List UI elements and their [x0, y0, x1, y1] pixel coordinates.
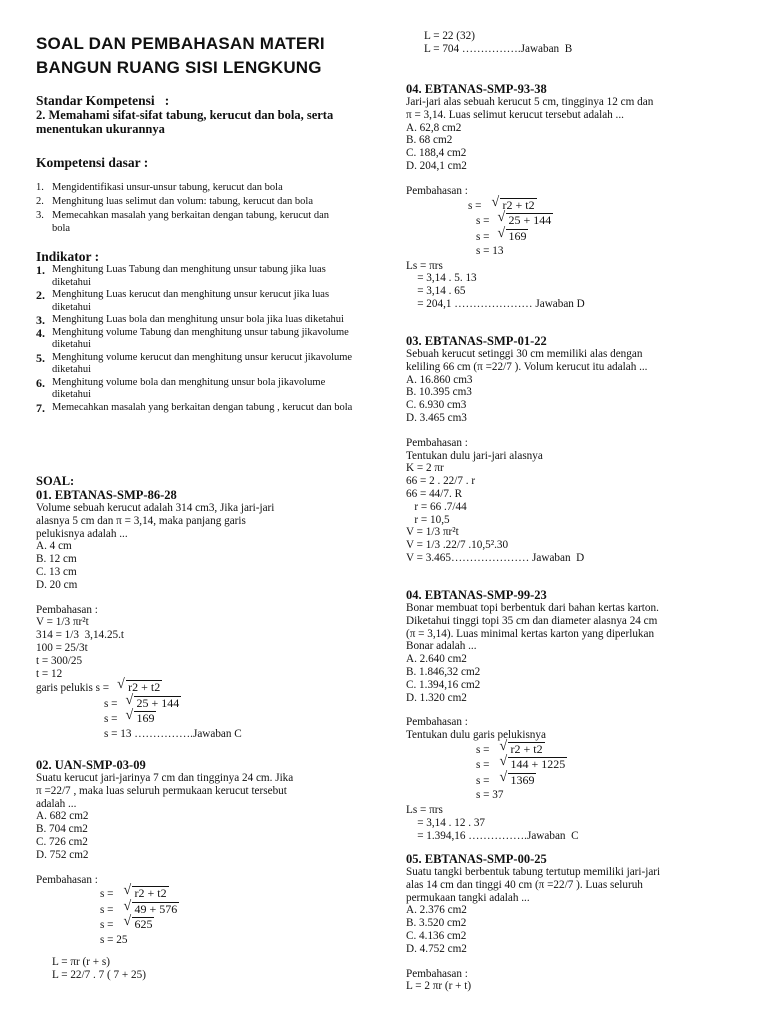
answer-line: s = 13 …………….Jawaban C: [104, 727, 242, 740]
question-04-b: [406, 588, 659, 842]
kd-heading: Kompetensi dasar :: [36, 155, 149, 170]
solution-step: = 3,14 . 5. 13: [406, 272, 477, 285]
question-text-line: Suatu kerucut jari-jarinya 7 cm dan tingginya 24 cm. Jika: [36, 772, 294, 784]
ind-item: 6. Menghitung volume bola dan menghitung unsur bola jikavolume diketahui: [36, 375, 326, 400]
radicand: 144 + 1225: [510, 757, 566, 772]
kd-item: 1. Mengidentifikasi unsur-unsur tabung, kerucut dan bola: [36, 182, 283, 193]
radicand: 25 + 144: [508, 213, 552, 228]
pembahasan-label: Pembahasan :: [36, 873, 98, 886]
option-c: C. 6.930 cm3: [406, 399, 467, 412]
option-b: B. 68 cm2: [406, 134, 453, 147]
option-b: B. 3.520 cm2: [406, 917, 467, 930]
solution-step: V = 1/3 .22/7 .10,5².30: [406, 539, 509, 552]
question-text-line: Volume sebuah kerucut adalah 314 cm3, Jika jari-jari: [36, 502, 275, 514]
doc-title-line-2: BANGUN RUANG SISI LENGKUNG: [36, 58, 322, 77]
sqrt-calc: garis pelukis s = √ r2 + t2 s = √ 25 + 144 s = √ 169 s = 13 …………….Jawaban C: [36, 680, 274, 742]
option-d: D. 1.320 cm2: [406, 691, 467, 704]
solution-step: = 3,14 . 65: [406, 285, 466, 298]
kd-list: [36, 182, 346, 235]
solution-step: L = 22 (32): [424, 30, 475, 42]
question-text-line: π = 3,14. Luas selimut kerucut tersebut adalah ...: [406, 108, 624, 121]
question-heading: 05. EBTANAS-SMP-00-25: [406, 852, 547, 866]
ind-list: [36, 264, 361, 414]
answer-line: L = 704 …………….Jawaban B: [424, 42, 573, 55]
solution-step: Tentukan dulu garis pelukisnya: [406, 729, 546, 742]
ind-heading: Indikator :: [36, 249, 100, 264]
solution-step: Tentukan dulu jari-jari alasnya: [406, 449, 543, 462]
question-text-line: Jari-jari alas sebuah kerucut 5 cm, tingginya 12 cm dan: [406, 96, 654, 108]
question-01: [36, 488, 274, 742]
question-text-line: π =22/7 , maka luas seluruh permukaan kerucut tersebut: [36, 784, 287, 797]
question-text-line: alas 14 cm dan tinggi 40 cm (π =22/7 ). Luas seluruh: [406, 878, 643, 891]
radicand: 169: [508, 228, 527, 243]
option-d: D. 20 cm: [36, 578, 78, 591]
question-text-line: Suatu tangki berbentuk tabung tertutup memiliki jari-jari: [406, 866, 661, 878]
solution-step: L = 22/7 . 7 ( 7 + 25): [52, 969, 146, 982]
question-03: [406, 334, 647, 565]
solution-step: 66 = 44/7. R: [406, 487, 463, 500]
soal-heading: SOAL:: [36, 474, 75, 488]
answer-line: = 204,1 ………………… Jawaban D: [406, 297, 585, 310]
option-a: A. 62,8 cm2: [406, 121, 462, 134]
solution-step: V = 1/3 πr²t: [406, 526, 459, 539]
solution-step: K = 2 πr: [406, 462, 444, 475]
ind-item: 2. Menghitung Luas kerucut dan menghitung unsur kerucut jika luas diketahui: [36, 288, 330, 313]
solution-step: L = 2 πr (r + t): [406, 980, 472, 993]
solution-step: Ls = πrs: [406, 259, 443, 272]
solution-step: 66 = 2 . 22/7 . r: [406, 475, 476, 488]
sqrt-calc: s = √ r2 + t2 s = √ 25 + 144 s = √ 169 s = 13: [406, 198, 653, 260]
question-04-a: [406, 82, 653, 311]
option-d: D. 204,1 cm2: [406, 159, 467, 172]
option-d: D. 4.752 cm2: [406, 942, 467, 955]
solution-step: r = 10,5: [406, 513, 450, 526]
option-c: C. 4.136 cm2: [406, 929, 467, 942]
radicand: 625: [134, 917, 153, 932]
option-a: A. 2.640 cm2: [406, 653, 467, 666]
ind-item: 3. Menghitung Luas bola dan menghitung unsur bola jika luas diketahui: [36, 313, 344, 327]
question-text-line: Bonar membuat topi berbentuk dari bahan kertas karton.: [406, 602, 659, 614]
option-c: C. 13 cm: [36, 565, 77, 578]
sqrt-calc: s = √ r2 + t2 s = √ 49 + 576 s = √ 625 s = 25: [36, 886, 293, 948]
pembahasan-label: Pembahasan :: [406, 436, 468, 449]
solution-step: t = 300/25: [36, 654, 83, 667]
option-a: A. 4 cm: [36, 540, 72, 553]
radicand: r2 + t2: [128, 680, 161, 695]
question-05: [406, 852, 660, 993]
kd-item: 2. Menghitung luas selimut dan volum: tabung, kerucut dan bola: [36, 195, 313, 207]
ind-item: 7. Memecahkan masalah yang berkaitan dengan tabung , kerucut dan bola: [36, 400, 353, 415]
solution-step: 314 = 1/3 3,14.25.t: [36, 629, 125, 642]
question-heading: 04. EBTANAS-SMP-93-38: [406, 82, 547, 96]
answer-line: = 1.394,16 …………….Jawaban C: [406, 829, 579, 842]
option-a: A. 16.860 cm3: [406, 373, 473, 386]
solution-step: V = 1/3 πr²t: [36, 616, 89, 629]
question-heading: 04. EBTANAS-SMP-99-23: [406, 588, 547, 602]
q02-continued: [424, 30, 572, 56]
s-result: s = 37: [476, 789, 504, 802]
sk-text: 2. Memahami sifat-sifat tabung, kerucut dan bola, serta menentukan ukurannya: [36, 108, 334, 136]
radicand: 49 + 576: [134, 901, 178, 916]
question-02: [36, 758, 293, 982]
option-c: C. 1.394,16 cm2: [406, 678, 481, 691]
solution-step: 100 = 25/3t: [36, 641, 88, 654]
option-d: D. 752 cm2: [36, 848, 89, 861]
solution-step: t = 12: [36, 667, 63, 680]
question-heading: 03. EBTANAS-SMP-01-22: [406, 334, 547, 348]
s-result: s = 25: [100, 933, 128, 946]
radicand: r2 + t2: [134, 886, 167, 901]
pembahasan-label: Pembahasan :: [36, 603, 98, 616]
option-b: B. 10.395 cm3: [406, 386, 472, 399]
question-text-line: alasnya 5 cm dan π = 3,14, maka panjang garis: [36, 514, 246, 527]
pembahasan-label: Pembahasan :: [406, 967, 468, 980]
option-d: D. 3.465 cm3: [406, 411, 467, 424]
question-text-line: Diketahui tinggi topi 35 cm dan diameter alasnya 24 cm: [406, 614, 658, 627]
question-text-line: permukaan tangki adalah ...: [406, 891, 530, 904]
question-heading: 02. UAN-SMP-03-09: [36, 758, 146, 772]
radicand: r2 + t2: [510, 741, 543, 756]
radicand: 169: [136, 711, 155, 726]
sk-heading: Standar Kompetensi :: [36, 93, 170, 108]
option-a: A. 2.376 cm2: [406, 904, 467, 917]
question-heading: 01. EBTANAS-SMP-86-28: [36, 488, 177, 502]
radicand: 25 + 144: [136, 695, 180, 710]
answer-line: V = 3.465………………… Jawaban D: [406, 551, 585, 564]
ind-item: 1. Menghitung Luas Tabung dan menghitung unsur tabung jika luas diketahui: [36, 263, 326, 288]
solution-step: L = πr (r + s): [52, 956, 110, 969]
question-text-line: adalah ...: [36, 797, 77, 810]
question-text-line: keliling 66 cm (π =22/7 ). Volum kerucut itu adalah ...: [406, 360, 648, 373]
radicand: 1369: [510, 772, 535, 787]
question-text-line: Sebuah kerucut setinggi 30 cm memiliki alas dengan: [406, 348, 643, 360]
ind-item: 4. Menghitung volume Tabung dan menghitung unsur tabung jikavolume diketahui: [36, 325, 349, 350]
radicand: r2 + t2: [502, 197, 535, 212]
question-text-line: Bonar adalah ...: [406, 640, 477, 653]
sqrt-calc: s = √ r2 + t2 s = √ 144 + 1225 s = √ 1369 s = 37: [406, 742, 659, 804]
question-text-line: pelukisnya adalah ...: [36, 527, 128, 540]
option-b: B. 704 cm2: [36, 823, 88, 836]
option-c: C. 188,4 cm2: [406, 147, 467, 160]
pembahasan-label: Pembahasan :: [406, 716, 468, 729]
question-text-line: (π = 3,14). Luas minimal kertas karton yang diperlukan: [406, 627, 655, 640]
option-b: B. 12 cm: [36, 553, 77, 566]
solution-step: = 3,14 . 12 . 37: [406, 816, 486, 829]
kd-item: 3. Memecahkan masalah yang berkaitan dengan tabung, kerucut dan bola: [36, 210, 329, 234]
option-a: A. 682 cm2: [36, 810, 89, 823]
garis-pelukis-label: garis pelukis s =: [36, 682, 110, 695]
option-b: B. 1.846,32 cm2: [406, 665, 481, 678]
pembahasan-label: Pembahasan :: [406, 184, 468, 197]
solution-step: Ls = πrs: [406, 803, 443, 816]
solution-step: r = 66 .7/44: [406, 500, 467, 513]
ind-item: 5. Menghitung volume kerucut dan menghitung unsur kerucut jikavolume diketahui: [36, 350, 353, 375]
doc-title-line-1: SOAL DAN PEMBAHASAN MATERI: [36, 34, 325, 53]
option-c: C. 726 cm2: [36, 835, 88, 848]
s-result: s = 13: [476, 245, 504, 258]
